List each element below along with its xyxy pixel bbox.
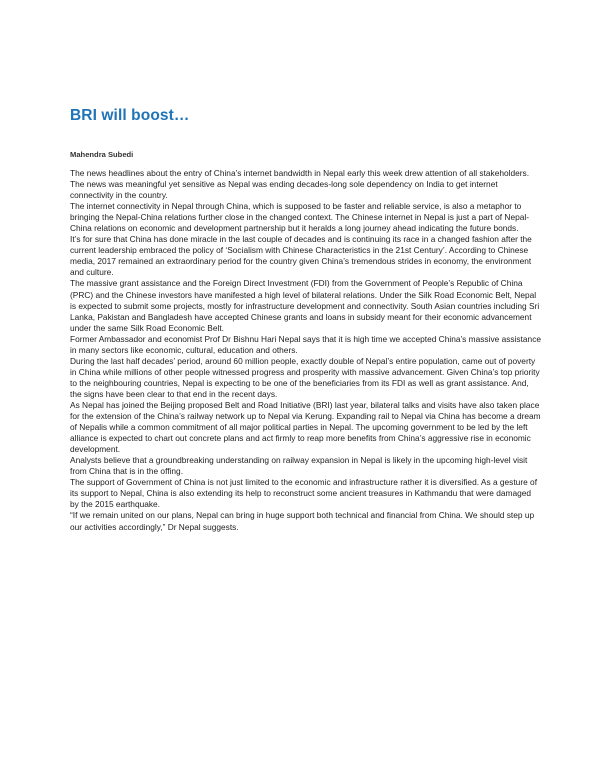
paragraph: Former Ambassador and economist Prof Dr Bishnu Hari Nepal says that it is high time we accepted China’s massive assistance in many sectors like economic, cultural, education and others.: [70, 333, 542, 355]
article-body: [70, 168, 542, 533]
paragraph: The internet connectivity in Nepal through China, which is supposed to be faster and reliable service, is also a metaphor to bringing the Nepal-China relations further close in the changed context. The Chinese internet in Nepal is just a part of Nepal-China relations on economic and development partnership but it heralds a long journey ahead indicating the future bonds.: [70, 201, 530, 234]
paragraph: Analysts believe that a groundbreaking understanding on railway expansion in Nepal is likely in the upcoming high-level visit from China that is in the offing.: [70, 455, 528, 477]
paragraph: As Nepal has joined the Beijing proposed Belt and Road Initiative (BRI) last year, bilateral talks and visits have also taken place for the extension of the China’s railway network up to Nepal via Kerung. Expanding rail to Nepal via China has become a dream of Nepalis while a common commitment of all major political parties in Nepal. The upcoming government to be led by the left alliance is expected to chart out concrete plans and act firmly to reap more benefits from China’s aggressive rise in economic development.: [70, 399, 541, 455]
paragraph: It’s for sure that China has done miracle in the last couple of decades and is continuing its race in a changed fashion after the current leadership embraced the policy of ‘Socialism with Chinese Characteristics in the 21st Century’. According to Chinese media, 2017 remained an extraordinary period for the country given China’s tremendous strides in economy, the environment and culture.: [70, 234, 532, 278]
article-title: BRI will boost…: [70, 107, 190, 124]
paragraph: “If we remain united on our plans, Nepal can bring in huge support both technical and financial from China. We should step up our activities accordingly,” Dr Nepal suggests.: [70, 510, 535, 532]
paragraph: The massive grant assistance and the Foreign Direct Investment (FDI) from the Government of People’s Republic of China (PRC) and the Chinese investors have manifested a high level of bilateral relations. Under the Silk Road Economic Belt, Nepal is expected to submit some projects, mostly for infrastructure development and connectivity. South Asian countries including Sri Lanka, Pakistan and Bangladesh have accepted Chinese grants and loans in subsidy meant for their economic advancement under the same Silk Road Economic Belt.: [70, 278, 540, 333]
paragraph: The news headlines about the entry of China’s internet bandwidth in Nepal early this week drew attention of all stakeholders. The news was meaningful yet sensitive as Nepal was ending decades-long sole dependency on India to get internet connectivity in the country.: [70, 168, 530, 201]
article-author: Mahendra Subedi: [70, 150, 134, 159]
paragraph: The support of Government of China is not just limited to the economic and infrastructure rather it is diversified. As a gesture of its support to Nepal, China is also extending its help to reconstruct some ancient treasures in Kathmandu that were damaged by the 2015 earthquake.: [70, 477, 538, 510]
paragraph: During the last half decades’ period, around 60 million people, exactly double of Nepal’s entire population, came out of poverty in China while millions of other people witnessed progress and prosperity with massive advancement. Given China’s top priority to the neighbouring countries, Nepal is expecting to be one of the beneficiaries from its FDI as well as grant assistance. And, the signs have been clear to that end in the recent days.: [70, 355, 540, 399]
